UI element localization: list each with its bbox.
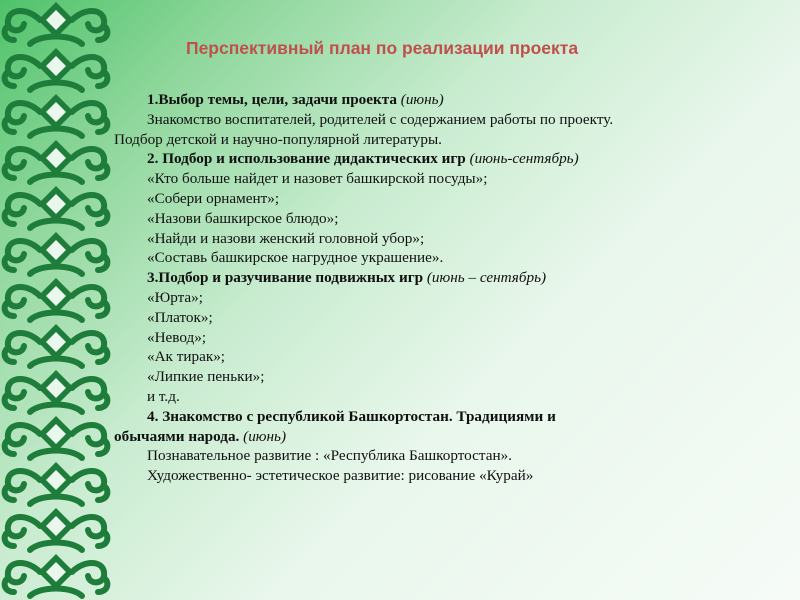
plan-item-text: «Ак тирак»;	[147, 348, 226, 366]
plan-item-text: «Невод»;	[147, 328, 207, 346]
plan-line	[114, 387, 786, 407]
plan-line	[114, 149, 786, 169]
plan-heading-text: 4. Знакомство с республикой Башкортостан. Традициями и	[147, 407, 556, 425]
plan-line	[114, 110, 786, 130]
project-plan-text	[114, 90, 786, 486]
plan-item-text: Знакомство воспитателей, родителей с содержанием работы по проекту.	[147, 110, 614, 128]
plan-period-text: (июнь)	[400, 91, 444, 108]
plan-line	[114, 367, 786, 387]
plan-line	[114, 347, 786, 367]
plan-line	[114, 407, 786, 427]
plan-item-text: и т.д.	[147, 387, 180, 405]
plan-period-text: (июнь)	[243, 427, 287, 445]
plan-line	[114, 328, 786, 348]
plan-line	[114, 189, 786, 209]
plan-heading-text: 3.Подбор и разучивание подвижных игр	[147, 269, 427, 287]
plan-item-text: «Липкие пеньки»;	[147, 368, 265, 386]
plan-line	[114, 130, 786, 150]
plan-period-text: (июнь – сентябрь)	[426, 269, 547, 287]
plan-line	[114, 248, 786, 268]
plan-line	[114, 90, 786, 110]
plan-line	[114, 466, 786, 486]
plan-period-text: (июнь-сентябрь)	[469, 150, 579, 168]
plan-item-text: «Составь башкирское нагрудное украшение».	[147, 249, 444, 267]
plan-heading-text: 2. Подбор и использование дидактических игр	[147, 150, 470, 168]
plan-item-text: «Найди и назови женский головной убор»;	[147, 229, 425, 247]
plan-heading-text: 1.Выбор темы, цели, задачи проекта	[147, 91, 401, 108]
ornament-border	[0, 0, 112, 600]
plan-line	[114, 169, 786, 189]
plan-heading-text: обычаями народа.	[114, 427, 244, 445]
plan-item-text: «Юрта»;	[147, 288, 203, 306]
plan-item-text: «Кто больше найдет и назовет башкирской посуды»;	[147, 170, 488, 188]
plan-line	[114, 268, 786, 288]
plan-item-text: «Платок»;	[147, 308, 213, 326]
plan-line	[114, 288, 786, 308]
plan-item-text: Подбор детской и научно-популярной литературы.	[114, 130, 442, 148]
plan-line	[114, 446, 786, 466]
plan-item-text: «Собери орнамент»;	[147, 189, 280, 207]
plan-item-text: «Назови башкирское блюдо»;	[147, 209, 339, 227]
slide-title: Перспективный план по реализации проекта	[186, 38, 579, 58]
plan-line	[114, 209, 786, 229]
plan-line	[114, 308, 786, 328]
plan-line	[114, 229, 786, 249]
plan-item-text: Познавательное развитие : «Республика Башкортостан».	[147, 447, 512, 465]
bashkir-curl-ornament-icon	[0, 0, 112, 600]
plan-item-text: Художественно- эстетическое развитие: рисование «Курай»	[147, 467, 534, 485]
plan-line	[114, 427, 786, 447]
